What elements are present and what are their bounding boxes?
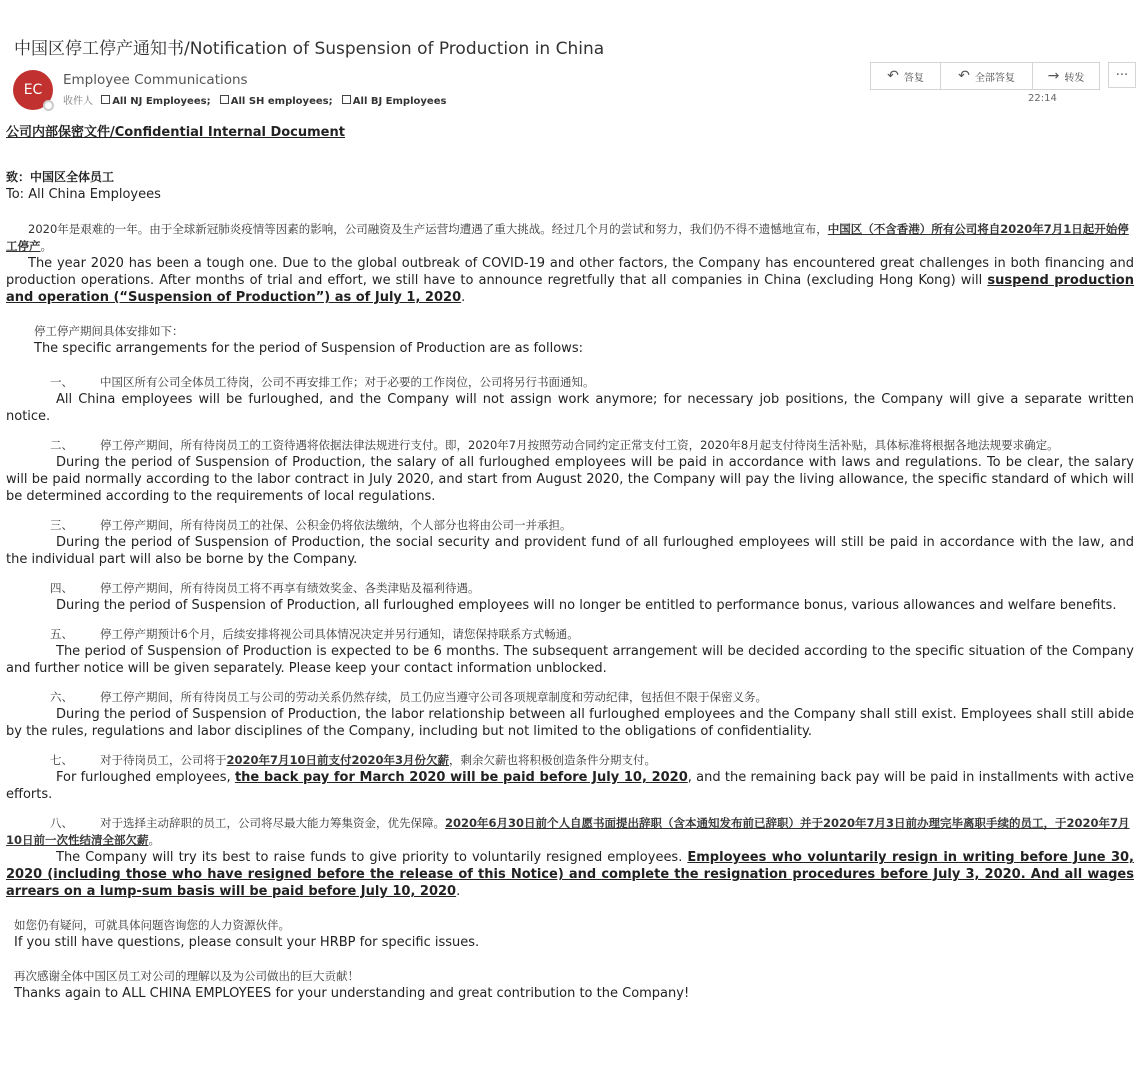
recipient-nj[interactable] <box>101 96 210 107</box>
to-line-en: To: All China Employees <box>6 187 161 202</box>
item-8-en: The Company will try its best to raise funds to give priority to voluntarily resigned employees. Employees who voluntarily resign in writing before June 30, 2020 (including those who have resigned before the release of this Notice) and complete the resignation procedures before July 3, 2020. And all wages arrears on a lump-sum basis will be paid before July 10, 2020. <box>6 850 1134 899</box>
more-options-button[interactable] <box>1108 62 1136 88</box>
email-body <box>6 124 1134 1002</box>
recipient-label: All BJ Employees <box>352 96 447 107</box>
item-2-cn: 二、 停工停产期间，所有待岗员工的工资待遇将依据法律法规进行支付。即，2020年7月按照劳动合同约定正常支付工资，2020年8月起支付待岗生活补贴，具体标准将根据各地法规要求确定。 <box>50 438 1059 452</box>
item-3-en: During the period of Suspension of Production, the social security and provident fund of all furloughed employees will still be paid in accordance with the law, and the individual part will also be borne by the Company. <box>6 535 1134 567</box>
item-5-en: The period of Suspension of Production is expected to be 6 months. The subsequent arrangement will be decided according to the specific situation of the Company and further notice will be given separately. Please keep your contact information unblocked. <box>6 644 1134 676</box>
thanks-en: Thanks again to ALL CHINA EMPLOYEES for your understanding and great contribution to the Company! <box>14 986 690 1001</box>
recipients-label: 收件人 <box>63 96 93 107</box>
forward-label: 转发 <box>1064 72 1085 84</box>
item-6-en: During the period of Suspension of Production, the labor relationship between all furloughed employees and the Company shall still exist. Employees shall still abide by the rules, regulations and labor disciplines of the Company, including but not limited to the obligations of confidentiality. <box>6 707 1134 739</box>
item-6-cn: 六、 停工停产期间，所有待岗员工与公司的劳动关系仍然存续，员工仍应当遵守公司各项规章制度和劳动纪律，包括但不限于保密义务。 <box>50 690 767 704</box>
email-subject: 中国区停工停产通知书/Notification of Suspension of Production in China <box>14 39 605 59</box>
questions-en: If you still have questions, please consult your HRBP for specific issues. <box>14 935 480 950</box>
item-1-en: All China employees will be furloughed, and the Company will not assign work anymore; for necessary job positions, the Company will give a separate written notice. <box>6 392 1134 424</box>
sender-name[interactable]: Employee Communications <box>63 72 248 88</box>
reply-all-label: 全部答复 <box>974 72 1015 84</box>
avatar-initials: EC <box>23 82 43 98</box>
recipient-label: All NJ Employees; <box>112 96 211 107</box>
item-5-cn: 五、 停工停产期预计6个月，后续安排将视公司具体情况决定并另行通知，请您保持联系方式畅通。 <box>50 627 579 641</box>
recipients-line <box>63 92 452 107</box>
item-7-en: For furloughed employees, the back pay for March 2020 will be paid before July 10, 2020, and the remaining back pay will be paid in installments with active efforts. <box>6 770 1134 802</box>
intro-en: The year 2020 has been a tough one. Due to the global outbreak of COVID-19 and other factors, the Company has encountered great challenges in both financing and production operations. After months of trial and effort, we still have to announce regretfully that all companies in China (excluding Hong Kong) will suspend production and operation (“Suspension of Production”) as of July 1, 2020. <box>6 256 1134 305</box>
reply-all-button[interactable] <box>941 63 1033 89</box>
item-8-cn: 八、 对于选择主动辞职的员工，公司将尽最大能力筹集资金，优先保障。2020年6月30日前个人自愿书面提出辞职（含本通知发布前已辞职）并于2020年7月3日前办理完毕离职手续的员工，于2020年7月10日前一次性结清全部欠薪。 <box>6 816 1130 847</box>
to-line-cn: 致：中国区全体员工 <box>6 170 115 184</box>
ellipsis-icon: ··· <box>1115 67 1129 83</box>
item-4-cn: 四、 停工停产期间，所有待岗员工将不再享有绩效奖金、各类津贴及福利待遇。 <box>50 581 480 595</box>
recipient-sh[interactable] <box>220 96 333 107</box>
item-3-cn: 三、 停工停产期间，所有待岗员工的社保、公积金仍将依法缴纳，个人部分也将由公司一并承担。 <box>50 518 572 532</box>
email-actions <box>870 62 1100 90</box>
recipient-bj[interactable] <box>342 96 447 107</box>
reply-label: 答复 <box>903 72 924 84</box>
item-4-en: During the period of Suspension of Production, all furloughed employees will no longer be entitled to performance bonus, various allowances and welfare benefits. <box>56 598 1117 613</box>
email-time: 22:14 <box>1028 93 1057 104</box>
group-icon <box>342 95 351 104</box>
reply-button[interactable] <box>871 63 941 89</box>
confidential-heading: 公司内部保密文件/Confidential Internal Document <box>6 125 345 140</box>
arrangements-en: The specific arrangements for the period of Suspension of Production are as follows: <box>34 341 583 356</box>
arrangements-cn: 停工停产期间具体安排如下： <box>34 324 184 338</box>
item-7-cn: 七、 对于待岗员工，公司将于2020年7月10日前支付2020年3月份欠薪，剩余欠薪也将积极创造条件分期支付。 <box>50 753 657 767</box>
forward-icon: → <box>1047 68 1060 84</box>
item-2-en: During the period of Suspension of Production, the salary of all furloughed employees will be paid in accordance with laws and regulations. To be clear, the salary will be paid normally according to the labor contract in July 2020, and start from August 2020, the Company will pay the living allowance, the specific standard of which will be determined according to the requirements of local regulations. <box>6 455 1134 504</box>
avatar[interactable] <box>13 70 53 110</box>
questions-cn: 如您仍有疑问，可就具体问题咨询您的人力资源伙伴。 <box>14 918 290 932</box>
thanks-cn: 再次感谢全体中国区员工对公司的理解以及为公司做出的巨大贡献！ <box>14 969 359 983</box>
recipient-label: All SH employees; <box>230 96 333 107</box>
intro-cn: 2020年是艰难的一年。由于全球新冠肺炎疫情等因素的影响，公司融资及生产运营均遭遇了重大挑战。经过几个月的尝试和努力，我们仍不得不遗憾地宣布，中国区（不含香港）所有公司将自2020年7月1日起开始停工停产。 <box>6 222 1129 253</box>
group-icon <box>101 95 110 104</box>
reply-all-icon: ↶ <box>958 68 970 84</box>
forward-button[interactable] <box>1033 63 1099 89</box>
group-icon <box>220 95 229 104</box>
reply-icon: ↶ <box>887 68 899 84</box>
item-1-cn: 一、 中国区所有公司全体员工待岗，公司不再安排工作；对于必要的工作岗位，公司将另行书面通知。 <box>50 375 595 389</box>
presence-indicator-icon <box>43 100 54 111</box>
